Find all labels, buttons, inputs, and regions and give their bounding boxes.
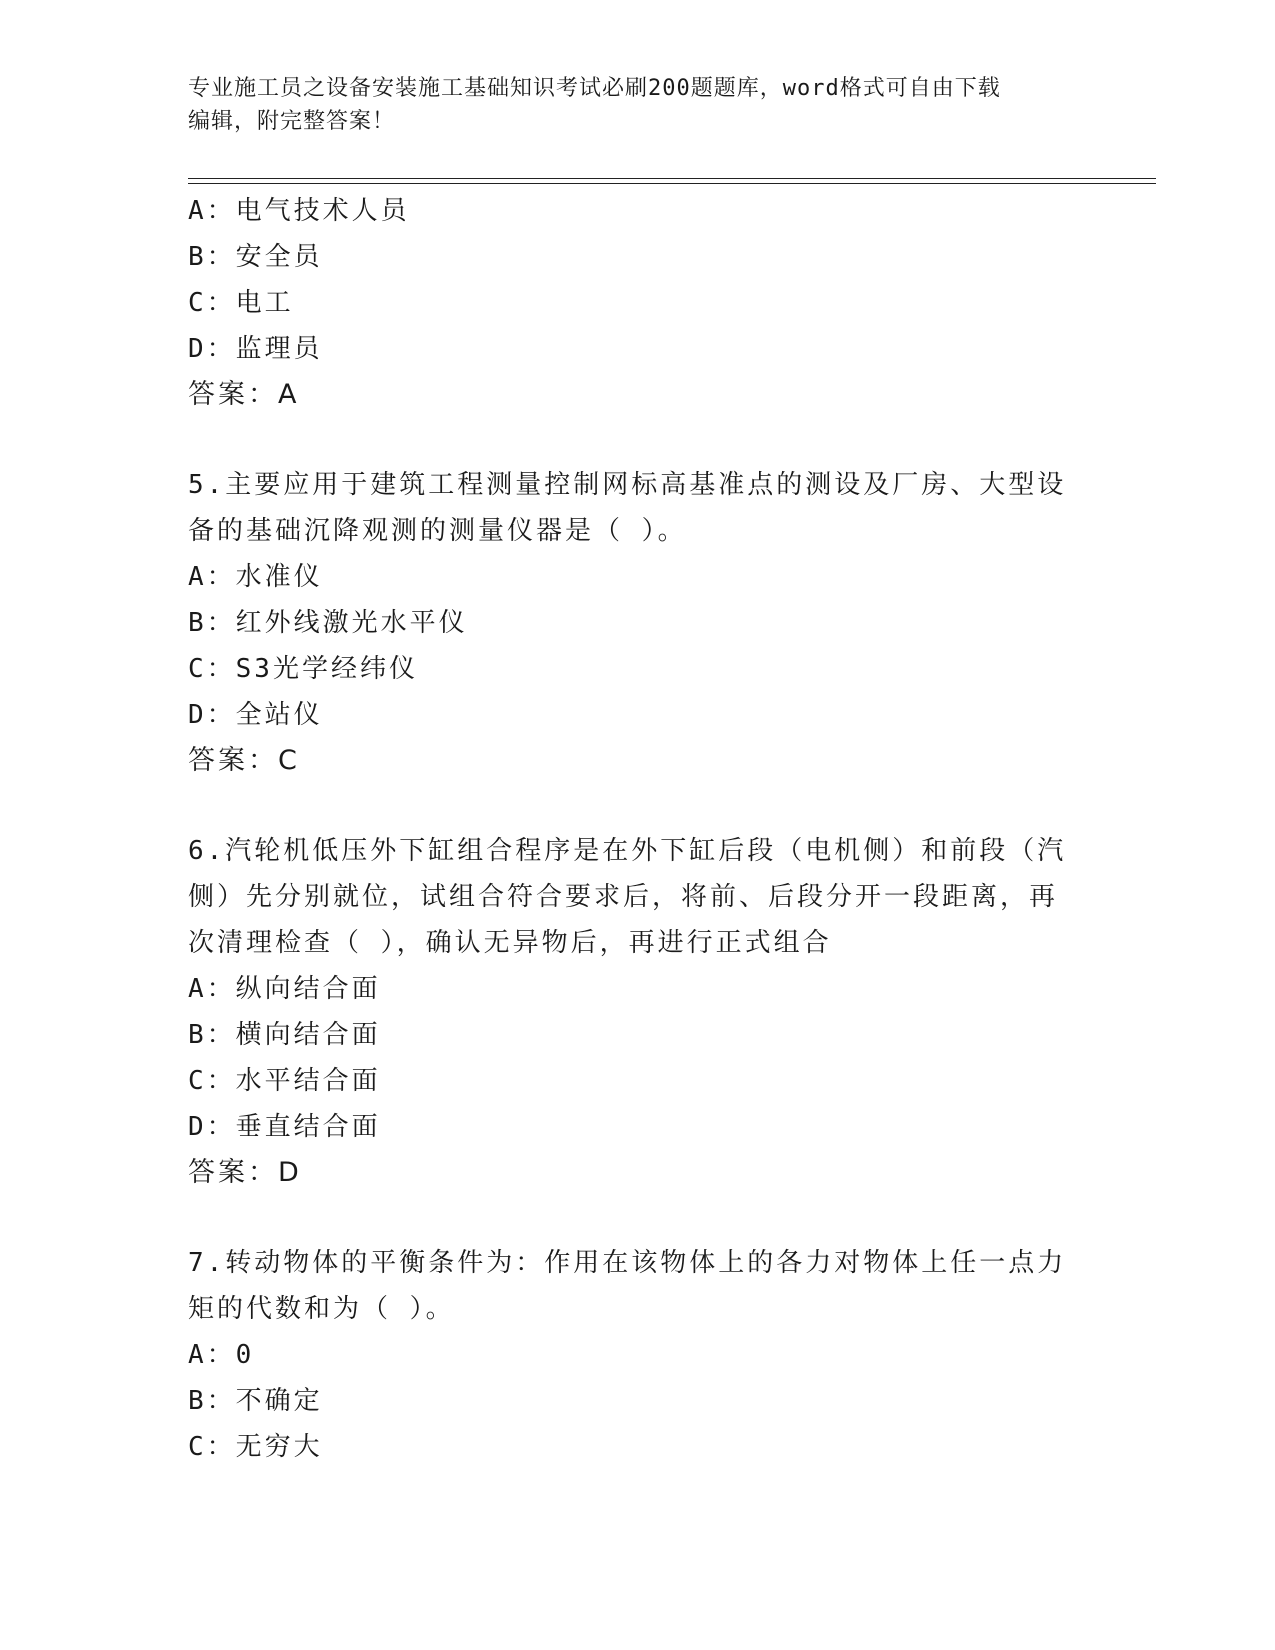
answer: 答案：A	[188, 379, 300, 410]
option-d: D：垂直结合面	[188, 1112, 381, 1142]
option-a: A：0	[188, 1340, 255, 1370]
answer: 答案：D	[188, 1157, 302, 1188]
question-text-line: 7.转动物体的平衡条件为：作用在该物体上的各力对物体上任一点力	[188, 1248, 1067, 1278]
option-c: C：电工	[188, 288, 294, 318]
option-c: C：无穷大	[188, 1432, 323, 1462]
header-divider-top	[188, 178, 1156, 179]
document-header	[188, 72, 1088, 138]
option-a: A：电气技术人员	[188, 196, 410, 226]
question-text-line: 矩的代数和为（ ）。	[188, 1294, 455, 1324]
option-a: A：纵向结合面	[188, 974, 381, 1004]
question-4	[188, 188, 1088, 418]
question-7	[188, 1240, 1088, 1470]
header-divider-bottom	[188, 183, 1156, 184]
option-c: C：S3光学经纬仪	[188, 654, 418, 684]
option-d: D：监理员	[188, 334, 323, 364]
option-b: B：红外线激光水平仪	[188, 608, 468, 638]
question-text-line: 6.汽轮机低压外下缸组合程序是在外下缸后段（电机侧）和前段（汽	[188, 836, 1067, 866]
question-6	[188, 828, 1088, 1196]
option-a: A：水准仪	[188, 562, 323, 592]
header-line-2: 编辑，附完整答案！	[188, 109, 396, 134]
question-5	[188, 462, 1088, 784]
question-text-line: 备的基础沉降观测的测量仪器是（ ）。	[188, 516, 687, 546]
option-b: B：不确定	[188, 1386, 323, 1416]
question-list	[188, 188, 1088, 1470]
question-text-line: 次清理检查（ ），确认无异物后，再进行正式组合	[188, 928, 832, 958]
option-b: B：安全员	[188, 242, 323, 272]
answer: 答案：C	[188, 745, 300, 776]
option-c: C：水平结合面	[188, 1066, 381, 1096]
question-text-line: 侧）先分别就位，试组合符合要求后，将前、后段分开一段距离，再	[188, 882, 1059, 912]
question-text-line: 5.主要应用于建筑工程测量控制网标高基准点的测设及厂房、大型设	[188, 470, 1067, 500]
option-b: B：横向结合面	[188, 1020, 381, 1050]
option-d: D：全站仪	[188, 700, 323, 730]
header-line-1: 专业施工员之设备安装施工基础知识考试必刷200题题库，word格式可自由下载	[188, 76, 1001, 101]
